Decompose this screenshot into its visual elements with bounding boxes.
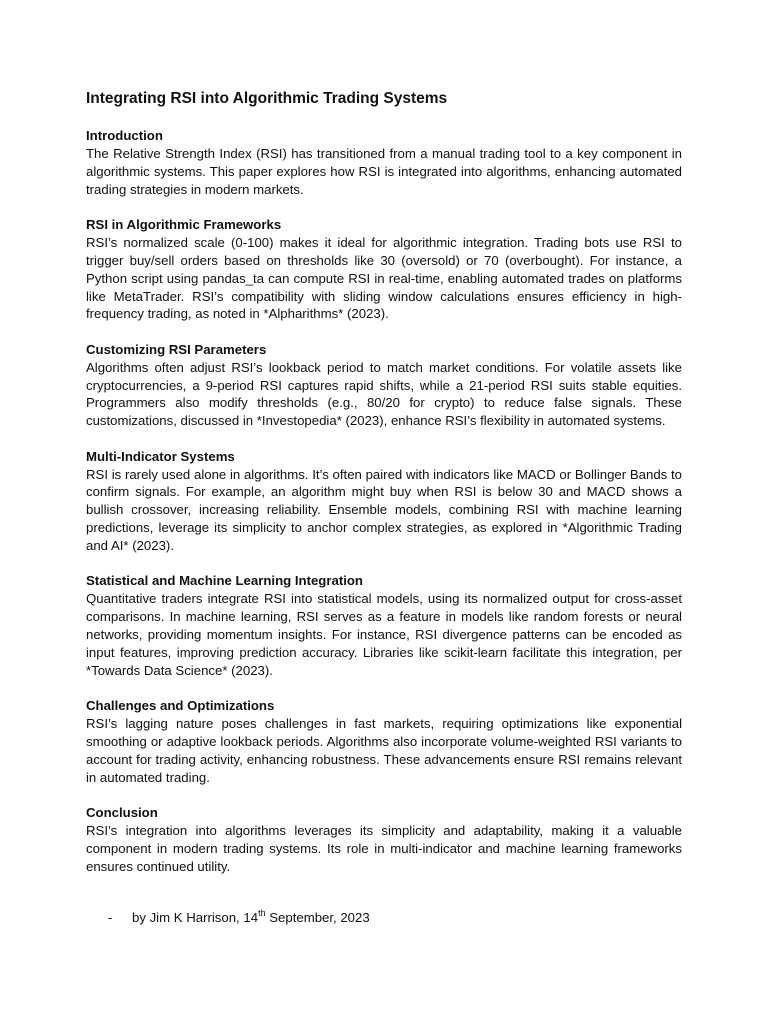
section-body: RSI’s integration into algorithms leverages its simplicity and adaptability, making it a valuable component in modern trading systems. Its role in multi-indicator and machine learning frameworks ensures continued utility. — [86, 822, 682, 874]
section-body: RSI’s lagging nature poses challenges in fast markets, requiring optimizations like exponential smoothing or adaptive lookback periods. Algorithms also incorporate volume-weighted RSI variants to account for trading activity, enhancing robustness. These advancements ensure RSI remains relevant in automated trading. — [86, 716, 682, 785]
section-statistical-ml-integration — [86, 572, 682, 679]
byline-superscript: th — [258, 907, 266, 918]
section-heading: Challenges and Optimizations — [86, 698, 275, 714]
section-heading: Conclusion — [86, 804, 158, 820]
section-introduction — [86, 127, 682, 199]
section-multi-indicator-systems — [86, 448, 682, 555]
byline-prefix: by Jim K Harrison, 14 — [132, 910, 259, 925]
section-body: RSI’s normalized scale (0-100) makes it ideal for algorithmic integration. Trading bots use RSI to trigger buy/sell orders based on thresholds like 30 (oversold) or 70 (overbought). For instance, a Python script using pandas_ta can compute RSI in real-time, enabling automated trades on platforms like MetaTrader. RSI’s compatibility with sliding window calculations ensures efficiency in high-frequency trading, as noted in *Alpharithms* (2023). — [86, 235, 682, 322]
author-byline — [108, 909, 370, 927]
section-conclusion — [86, 804, 682, 876]
section-rsi-in-algorithmic-frameworks — [86, 216, 682, 323]
section-body: The Relative Strength Index (RSI) has transitioned from a manual trading tool to a key component in algorithmic systems. This paper explores how RSI is integrated into algorithms, enhancing automated trading strategies in modern markets. — [86, 146, 682, 197]
section-body: Algorithms often adjust RSI’s lookback period to match market conditions. For volatile assets like cryptocurrencies, a 9-period RSI captures rapid shifts, while a 21-period RSI suits stable equities. Programmers also modify thresholds (e.g., 80/20 for crypto) to reduce false signals. These customizations, discussed in *Investopedia* (2023), enhance RSI’s flexibility in automated systems. — [86, 359, 682, 429]
byline-suffix: September, 2023 — [265, 910, 370, 925]
document-page — [86, 88, 682, 893]
section-body: Quantitative traders integrate RSI into statistical models, using its normalized output for cross-asset comparisons. In machine learning, RSI serves as a feature in models like random forests or neural networks, providing momentum insights. For instance, RSI divergence patterns can be encoded as input features, improving prediction accuracy. Libraries like scikit-learn facilitate this integration, per *Towards Data Science* (2023). — [86, 591, 682, 678]
section-heading: Multi-Indicator Systems — [86, 448, 235, 464]
section-customizing-rsi-parameters — [86, 341, 682, 430]
section-heading: Statistical and Machine Learning Integration — [86, 573, 363, 589]
section-body: RSI is rarely used alone in algorithms. It’s often paired with indicators like MACD or Bollinger Bands to confirm signals. For example, an algorithm might buy when RSI is below 30 and MACD shows a bullish crossover, increasing reliability. Ensemble models, combining RSI with machine learning predictions, leverage its simplicity to anchor complex strategies, as explored in *Algorithmic Trading and AI* (2023). — [86, 466, 682, 553]
section-heading: RSI in Algorithmic Frameworks — [86, 217, 282, 233]
section-challenges-and-optimizations — [86, 697, 682, 786]
section-heading: Customizing RSI Parameters — [86, 341, 267, 357]
byline-bullet: - — [108, 910, 113, 925]
document-title: Integrating RSI into Algorithmic Trading Systems — [86, 90, 448, 107]
section-heading: Introduction — [86, 128, 163, 143]
